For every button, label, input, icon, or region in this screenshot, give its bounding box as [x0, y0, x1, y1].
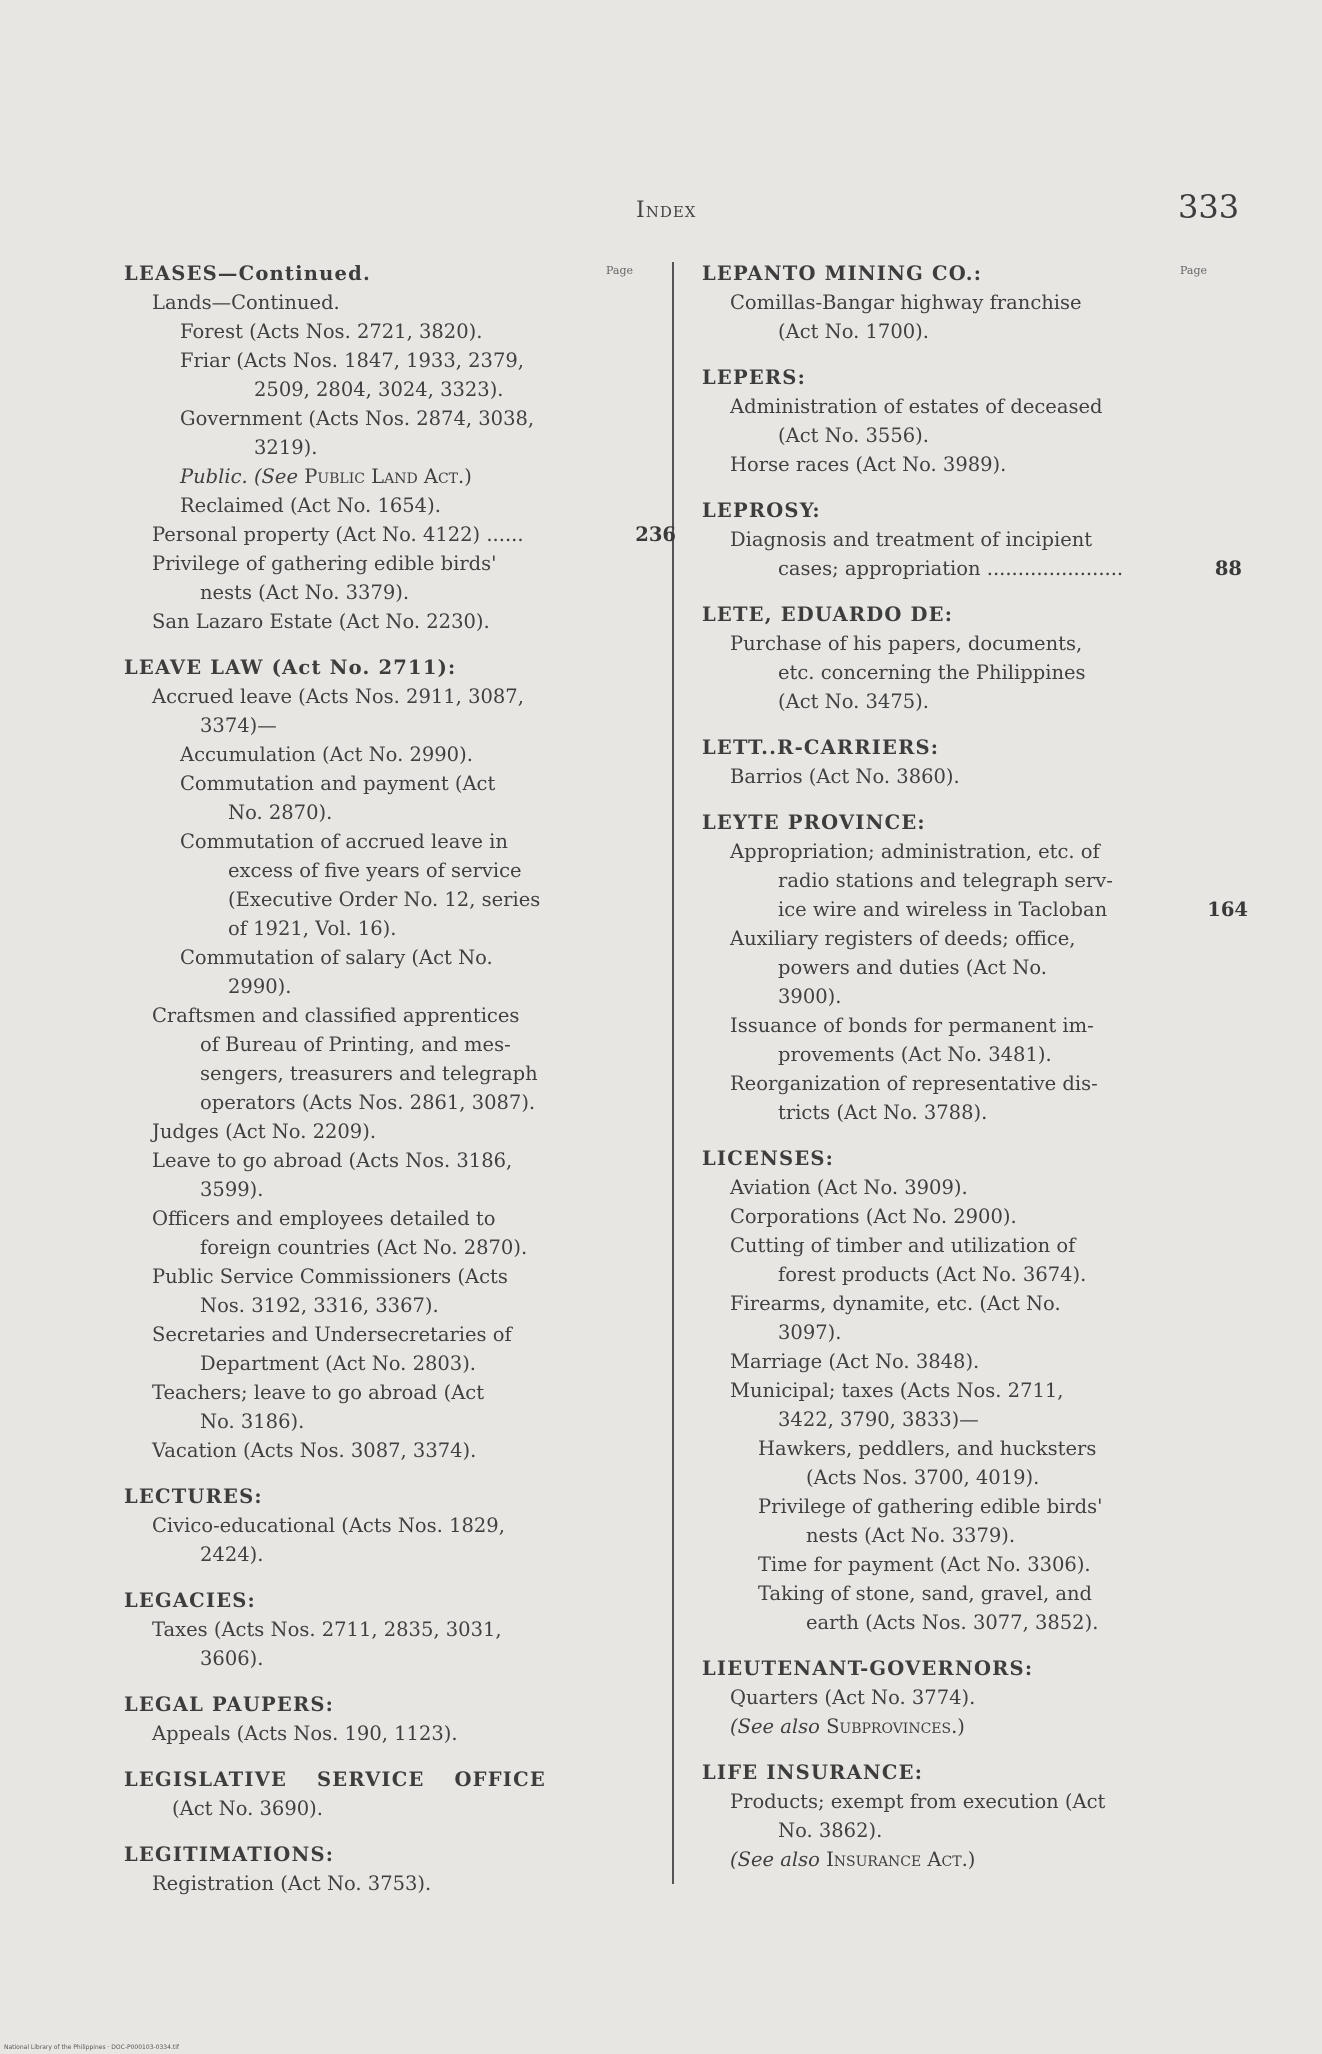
page-column-label-left: Page: [606, 264, 634, 277]
entry-letter-carriers: [702, 734, 1242, 791]
cross-reference: Public Land Act.): [304, 465, 472, 488]
entry-line: [702, 554, 1242, 583]
entry-line: Cutting of timber and utilization of: [730, 1234, 1076, 1257]
entry-line: San Lazaro Estate (Act No. 2230).: [152, 610, 490, 633]
entry-line: Registration (Act No. 3753).: [152, 1872, 432, 1895]
entry-line: Hawkers, peddlers, and hucksters: [758, 1437, 1097, 1460]
entry-line: nests (Act No. 3379).: [806, 1524, 1016, 1547]
entry-line: 3599).: [200, 1178, 264, 1201]
entry-line: Auxiliary registers of deeds; office,: [730, 927, 1076, 950]
entry-text: (See also: [730, 1848, 820, 1871]
entry-line: No. 3862).: [778, 1819, 883, 1842]
entry-lieutenant-governors: [702, 1655, 1242, 1741]
entry-line: (Act No. 3475).: [778, 690, 929, 713]
entry-heading: LEPERS:: [702, 366, 806, 389]
entry-heading: LETE, EDUARDO DE:: [702, 603, 954, 626]
entry-leases: [124, 260, 676, 636]
entry-legitimations: [124, 1841, 664, 1898]
entry-line: Privilege of gathering edible birds': [758, 1495, 1103, 1518]
entry-line: 3374)—: [200, 714, 277, 737]
entry-text: Personal property (Act No. 4122) ......: [152, 523, 524, 546]
entry-heading: LIFE INSURANCE:: [702, 1761, 924, 1784]
page-column-label-right: Page: [1180, 264, 1208, 277]
entry-leprosy: [702, 497, 1242, 583]
entry-line: Public Service Commissioners (Acts: [152, 1265, 508, 1288]
entry-heading: LEGACIES:: [124, 1589, 256, 1612]
entry-heading: LEGAL PAUPERS:: [124, 1693, 335, 1716]
entry-line: (Act No. 1700).: [778, 320, 929, 343]
entry-line: provements (Act No. 3481).: [778, 1043, 1052, 1066]
entry-line: Firearms, dynamite, etc. (Act No.: [730, 1292, 1061, 1315]
entry-heading: LIEUTENANT-GOVERNORS:: [702, 1657, 1034, 1680]
entry-text: cases; appropriation ......................: [778, 557, 1124, 580]
page-ref: 88: [1214, 557, 1242, 580]
entry-line: [124, 462, 664, 491]
entry-heading: LEYTE PROVINCE:: [702, 811, 926, 834]
entry-line: Commutation of accrued leave in: [180, 830, 508, 853]
entry-line: Time for payment (Act No. 3306).: [758, 1553, 1091, 1576]
entry-line: earth (Acts Nos. 3077, 3852).: [806, 1611, 1099, 1634]
page-header-title: Index: [636, 198, 697, 223]
entry-line: 3097).: [778, 1321, 842, 1344]
entry-line: Teachers; leave to go abroad (Act: [152, 1381, 485, 1404]
entry-line: Appeals (Acts Nos. 190, 1123).: [152, 1722, 458, 1745]
entry-line: foreign countries (Act No. 2870).: [200, 1236, 528, 1259]
entry-line: Nos. 3192, 3316, 3367).: [200, 1294, 439, 1317]
entry-line: radio stations and telegraph serv-: [778, 869, 1113, 892]
entry-lepers: [702, 364, 1242, 479]
entry-line: nests (Act No. 3379).: [200, 581, 410, 604]
entry-lete-eduardo: [702, 601, 1242, 716]
entry-heading: LEPANTO MINING CO.:: [702, 262, 983, 285]
entry-leyte-province: [702, 809, 1248, 1127]
entry-line: Marriage (Act No. 3848).: [730, 1350, 980, 1373]
entry-line: operators (Acts Nos. 2861, 3087).: [200, 1091, 536, 1114]
entry-text: (See also: [730, 1715, 820, 1738]
entry-line: Secretaries and Undersecretaries of: [152, 1323, 512, 1346]
entry-line: Privilege of gathering edible birds': [152, 552, 497, 575]
column-divider: [672, 262, 674, 1884]
scan-footer: National Library of the Philippines · DOC-P000103-0334.tif: [4, 2044, 179, 2051]
entry-line: Leave to go abroad (Acts Nos. 3186,: [152, 1149, 513, 1172]
entry-heading: LICENSES:: [702, 1147, 835, 1170]
entry-line: sengers, treasurers and telegraph: [200, 1062, 538, 1085]
entry-line: 2424).: [200, 1543, 264, 1566]
entry-line: Civico-educational (Acts Nos. 1829,: [152, 1514, 505, 1537]
entry-line: Horse races (Act No. 3989).: [730, 453, 1007, 476]
entry-legal-paupers: [124, 1691, 664, 1748]
entry-line: [702, 1845, 1242, 1874]
entry-line: Taking of stone, sand, gravel, and: [758, 1582, 1093, 1605]
entry-line: Issuance of bonds for permanent im-: [730, 1014, 1094, 1037]
entry-line: powers and duties (Act No.: [778, 956, 1048, 979]
entry-line: etc. concerning the Philippines: [778, 661, 1086, 684]
entry-line: Municipal; taxes (Acts Nos. 2711,: [730, 1379, 1064, 1402]
entry-lectures: [124, 1483, 664, 1569]
entry-line: Judges (Act No. 2209).: [152, 1120, 377, 1143]
entry-text: Public. (See: [180, 465, 298, 488]
entry-heading: LEAVE LAW (Act No. 2711):: [124, 656, 457, 679]
entry-line: of Bureau of Printing, and mes-: [200, 1033, 511, 1056]
entry-line: [124, 520, 676, 549]
entry-line: 2509, 2804, 3024, 3323).: [254, 378, 504, 401]
entry-legislative-service-office: [124, 1766, 664, 1823]
entry-line: [702, 1712, 1242, 1741]
entry-line: Quarters (Act No. 3774).: [730, 1686, 976, 1709]
entry-line: Purchase of his papers, documents,: [730, 632, 1083, 655]
entry-line: Commutation of salary (Act No.: [180, 946, 493, 969]
entry-line: Friar (Acts Nos. 1847, 1933, 2379,: [180, 349, 524, 372]
entry-line: Lands—Continued.: [152, 291, 340, 314]
entry-line: Appropriation; administration, etc. of: [730, 840, 1100, 863]
entry-line: Commutation and payment (Act: [180, 772, 496, 795]
entry-line: of 1921, Vol. 16).: [228, 917, 397, 940]
entry-line: (Act No. 3556).: [778, 424, 929, 447]
entry-text: ice wire and wireless in Tacloban: [778, 898, 1108, 921]
entry-line: Comillas-Bangar highway franchise: [730, 291, 1082, 314]
entry-heading: LETT..R-CARRIERS:: [702, 736, 940, 759]
entry-line: Forest (Acts Nos. 2721, 3820).: [180, 320, 483, 343]
entry-line: [702, 895, 1248, 924]
entry-line: (Acts Nos. 3700, 4019).: [806, 1466, 1040, 1489]
entry-line: No. 3186).: [200, 1410, 305, 1433]
page-ref: 236: [635, 523, 676, 546]
entry-line: Taxes (Acts Nos. 2711, 2835, 3031,: [152, 1618, 502, 1641]
entry-line: Reclaimed (Act No. 1654).: [180, 494, 441, 517]
entry-line: Reorganization of representative dis-: [730, 1072, 1098, 1095]
entry-line: (Executive Order No. 12, series: [228, 888, 541, 911]
left-column: [124, 260, 676, 1916]
entry-line: Officers and employees detailed to: [152, 1207, 496, 1230]
entry-line: Products; exempt from execution (Act: [730, 1790, 1106, 1813]
entry-leave-law: [124, 654, 664, 1465]
entry-line: 3606).: [200, 1647, 264, 1670]
entry-line: Aviation (Act No. 3909).: [730, 1176, 968, 1199]
cross-reference: Subprovinces.): [826, 1715, 965, 1738]
entry-line: forest products (Act No. 3674).: [778, 1263, 1087, 1286]
entry-heading: LEGISLATIVE SERVICE OFFICE: [124, 1768, 546, 1791]
page-ref: 164: [1207, 898, 1248, 921]
entry-line: Accumulation (Act No. 2990).: [180, 743, 473, 766]
entry-line: 3422, 3790, 3833)—: [778, 1408, 979, 1431]
entry-line: Vacation (Acts Nos. 3087, 3374).: [152, 1439, 477, 1462]
entry-line: excess of five years of service: [228, 859, 522, 882]
entry-line: 3219).: [254, 436, 318, 459]
entry-lepanto-mining: [702, 260, 1242, 346]
entry-line: Corporations (Act No. 2900).: [730, 1205, 1017, 1228]
cross-reference: Insurance Act.): [826, 1848, 976, 1871]
page-number: 333: [1178, 188, 1240, 226]
entry-line: Administration of estates of deceased: [730, 395, 1103, 418]
entry-line: Craftsmen and classified apprentices: [152, 1004, 520, 1027]
entry-legacies: [124, 1587, 664, 1673]
entry-life-insurance: [702, 1759, 1242, 1874]
entry-line: No. 2870).: [228, 801, 333, 824]
entry-line: Government (Acts Nos. 2874, 3038,: [180, 407, 535, 430]
entry-line: Diagnosis and treatment of incipient: [730, 528, 1093, 551]
entry-heading: LEASES—Continued.: [124, 262, 371, 285]
entry-line: 3900).: [778, 985, 842, 1008]
entry-line: 2990).: [228, 975, 292, 998]
entry-licenses: [702, 1145, 1242, 1637]
right-column: [702, 260, 1248, 1892]
entry-heading: LEGITIMATIONS:: [124, 1843, 335, 1866]
entry-line: Department (Act No. 2803).: [200, 1352, 476, 1375]
entry-line: tricts (Act No. 3788).: [778, 1101, 988, 1124]
entry-line: Barrios (Act No. 3860).: [730, 765, 960, 788]
entry-heading: LEPROSY:: [702, 499, 821, 522]
entry-heading: LECTURES:: [124, 1485, 263, 1508]
entry-line: (Act No. 3690).: [172, 1797, 323, 1820]
entry-line: Accrued leave (Acts Nos. 2911, 3087,: [152, 685, 524, 708]
